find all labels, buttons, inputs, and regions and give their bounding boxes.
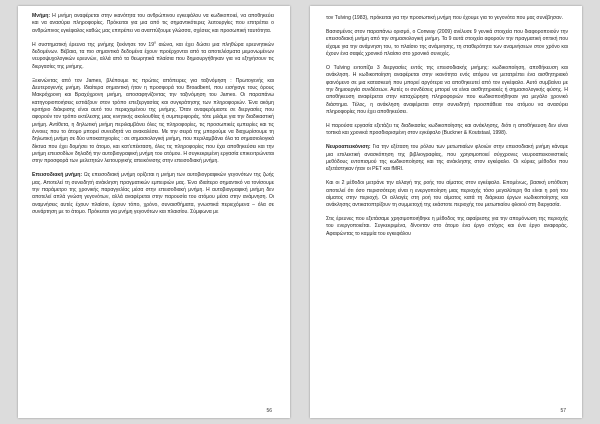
page-number: 56 <box>266 408 272 414</box>
paragraph-text: Ξεκινώντας από τον James, βλέπουμε τις πρώτες απόπειρες για ταξινόμηση : Πρωτογενής και Δευτερογενής μνήμη. Ιδιαίτερα σημαντική ήταν η προσφορά του Broadbent, που εισήγαγε τους όρους Μακρόχρονη και Βραχύχρονη μνήμη, αποσαφηνίζοντας την ταξινόμηση του James. Οι παραπάνω κατηγοριοποιήσεις εστιάζουν στον τρόπο επεξεργασίας και συγκράτησης των πληροφοριών. Ένα ακόμη κριτήριο διάκρισης είναι αυτό του περιεχομένου της μνήμης. Όταν αναφερόμαστε σε διεργασίες που αφορούν τον τρόπο εκτέλεσης μιας κινητικής ακολουθίας ή συμπεριφοράς, τότε μιλάμε για την διαδικαστική μνήμη. Αντίθετα, η δηλωτική μνήμη περιλαμβάνει όλες τις πληροφορίες, τις προσωπικές εμπειρίες και τις έννοιες που το άτομο μπορεί συνειδητά να ανακαλέσει. Με την σειρά της μπορούμε να διαχωρίσουμε τη δηλωτική μνήμη σε δύο υποκατηγορίες : σε σημασιολογική μνήμη, που περιλαμβάνει όλα τα σημασιολογικά δίκτυα που έχει δομήσει το άτομο, και κατ'επέκταση, όλες τις πληροφορίες που έχει αποθηκεύσει και την μνήμη επεισοδίων δηλαδή την αυτοβιογραφική μνήμη του ατόμου. Η συγκεκριμένη εργασία επικεντρώνεται στην προσφορά των μελετητών λειτουργικής απεικόνισης στην επεισοδιακή μνήμη. <box>32 77 274 165</box>
paragraph-scope <box>326 123 568 138</box>
paragraph-text: Για την εξέταση του ρόλου των μετωπιαίων φλοιών στην επεισοδιακή μνήμη κάναμε μια επιλεκτική ανασκόπηση της βιβλιογραφίας, που χρησιμοποιεί σύγχρονες νευροαπεικονιστικές μεθόδους εντοπισμού της κωδικοποίησης και της ανάκλησης στον εγκέφαλο. Οι κύριες μέθοδοι που εξετάστηκαν ήταν οι PET και fMRI. <box>326 144 568 173</box>
paragraph-tulving-definition <box>326 15 568 22</box>
superscript: ο <box>154 39 156 44</box>
paragraph-text: Στις έρευνες που εξετάσαμε χρησιμοποιήθηκε η μέθοδος της αφαίρεσης για την απομόνωση της περιοχής του ενεργοποιείται. Συγκεκριμένα, δίνονταν στο άτομο ένα έργο στόχος και ένα έργο αναφοράς. Αφαιρώντας το καμμία του εγκεφάλου <box>326 216 568 237</box>
paragraph-lead: Επεισοδιακή μνήμη: <box>32 172 83 179</box>
left-page <box>18 6 290 418</box>
paragraph-lead: Μνήμη: <box>32 13 51 19</box>
paragraph-classification <box>32 78 274 166</box>
right-page <box>310 6 582 418</box>
paragraph-text: Η συστηματική έρευνα της μνήμης ξεκίνησε τον 19 <box>32 41 155 48</box>
paragraph-neuroimaging <box>326 144 568 173</box>
left-page-text <box>32 13 274 216</box>
paragraph-subtraction <box>326 216 568 238</box>
paragraph-text: Η παρούσα εργασία εξετάζει τις διαδικασίες κωδικοποίησης και ανάκλησης, διότι η αποθήκευση δεν είναι τοπικά και χρονικά προσδιορισμένη στον εγκέφαλο (Buckner & Koutstaal, 1998). <box>326 122 568 137</box>
right-page-text <box>326 15 568 238</box>
paragraph-conway <box>326 29 568 58</box>
paragraph-text: Βασισμένος στον παραπάνω ορισμό, ο Conway (2009) ανέλυσε 9 γενικά στοιχεία που διαφοροποιούν την επεισοδιακή μνήμη από την σημασιολογική μνήμη. Τα 9 αυτά στοιχεία αφορούν την πραγματική οπτική που είχαμε για την ανάμνηση του, το πλαίσιο της ανάμνησης, τη σταθερότητα των αναμνήσεων στον χρόνο και έχουν ένα σαφές χρονικό πλαίσιο στο χρονικό συνεχές. <box>326 28 568 57</box>
paragraph-text: αιώνα, και έχει δώσει μια πληθώρα ερευνητικών δεδομένων. Βέβαια, τα πιο σημαντικά δεδομένα έχουν προέρχονται από τα αποτελέσματα μεμονωμένων νευροψυχολογικών ερευνών, αλλά από τα θεωρητικά πλαίσια που δημιουργήθηκαν για να εξηγήσουν τις διεργασίες της μνήμης. <box>32 41 274 70</box>
paragraph-text: Ως επεισοδιακή μνήμη ορίζεται η μνήμη των αυτοβιογραφικών γεγονότων της ζωής μας. Αποτελεί τη συνειδητή ανάκληση πραγματικών εμπειριών μας. Ένα ιδιαίτερο σημαντικό να τονίσουμε την παράμετρο της χρονικής παραγγελίας μέσα στην επεισοδιακή μνήμη. Η αυτοβιογραφική μνήμη δεν αποτελεί απλά γνώση γεγονότων, αλλά αναφέρεται στην παρουσία του ατόμου μέσα στην ανάμνηση. Οι αναμνήσεις αυτές έχουν πλαίσιο, έχουν τόπο, χρόνο, συναισθήματα, γνωστικά περιεχόμενα – όλα σε συνάρτηση με το άτομο. Πρόκειται για μνήμη γεγονότων και πλαισίου. Σύμφωνα με <box>32 172 275 216</box>
paragraph-text: τον Tulving (1983), πρόκειται για την προσωπική μνήμη που έχουμε για το γεγονότα που μας συνέβησαν. <box>326 15 563 21</box>
paragraph-episodic-memory <box>32 172 274 216</box>
paragraph-processes <box>326 65 568 116</box>
paragraph-text: Και οι 2 μέθοδοι μετράνε την αλλαγή της ροής του αίματος στον εγκέφαλο. Επομένως, βασική υπόθεση αποτελεί ότι όσο περισσότερη είναι η ενεργοποίηση μιας περιοχής τόσο μεγαλύτερη θα είναι η ροή του αίματος στην περιοχή. Οι αλλαγές στη ροή του αίματος κατά τη διάρκεια έργων κωδικοποίησης και ανάκλησης αντικατοπτρίζουν τη συμμετοχή της εκάστοτε περιοχής του μετωπιαίου φλοιού στη διεργασία. <box>326 180 568 209</box>
paragraph-text: Ο Tulving εντοπίζει 3 διεργασίες εντός της επεισοδιακής μνήμης: κωδικοποίηση, αποθήκευση και ανάκληση. Η κωδικοποίηση αναφέρεται στην ικανότητα ενός ατόμου να μετατρέπει ένα αισθητηριακό φαινόμενο σε μια κατασκευή που μπορεί αργότερα να αποθηκευτεί από τον εγκέφαλο. Αυτό συμβαίνει με την δημιουργία συνδέσεων. Αυτές οι συνδέσεις μπορεί να είναι αισθητηριακές ή σημασιολογικής φύσης. Η αποθήκευση αναφέρεται στην καταχώρηση πληροφοριών που κωδικοποιήθηκαν για μεγάλο χρονικό διάστημα. Τέλος, η ανάκληση αναφέρεται στην συνειδητή προσπάθεια του ατόμου να ανασύρει πληροφορίες που έχει αποθηκεύσει. <box>326 64 568 115</box>
paragraph-memory <box>32 13 274 35</box>
paragraph-methods <box>326 180 568 209</box>
paragraph-research-history <box>32 39 274 71</box>
page-number: 57 <box>560 408 566 414</box>
paragraph-lead: Νευροαπεικόνιση: <box>326 144 371 151</box>
paragraph-text: Η μνήμη αναφέρεται στην ικανότητα του ανθρώπινου εγκεφάλου να κωδικοποιεί, να αποθηκεύει και να ανασύρει πληροφορίες. Πρόκειται για μια από τις σημαντικότερες λειτουργίες που επιτρέπει ο ανθρώπινος εγκέφαλος καθώς μας επιτρέπει να αναπτύξουμε γλώσσα, σχέσεις και προσωπική ταυτότητα. <box>32 13 274 34</box>
